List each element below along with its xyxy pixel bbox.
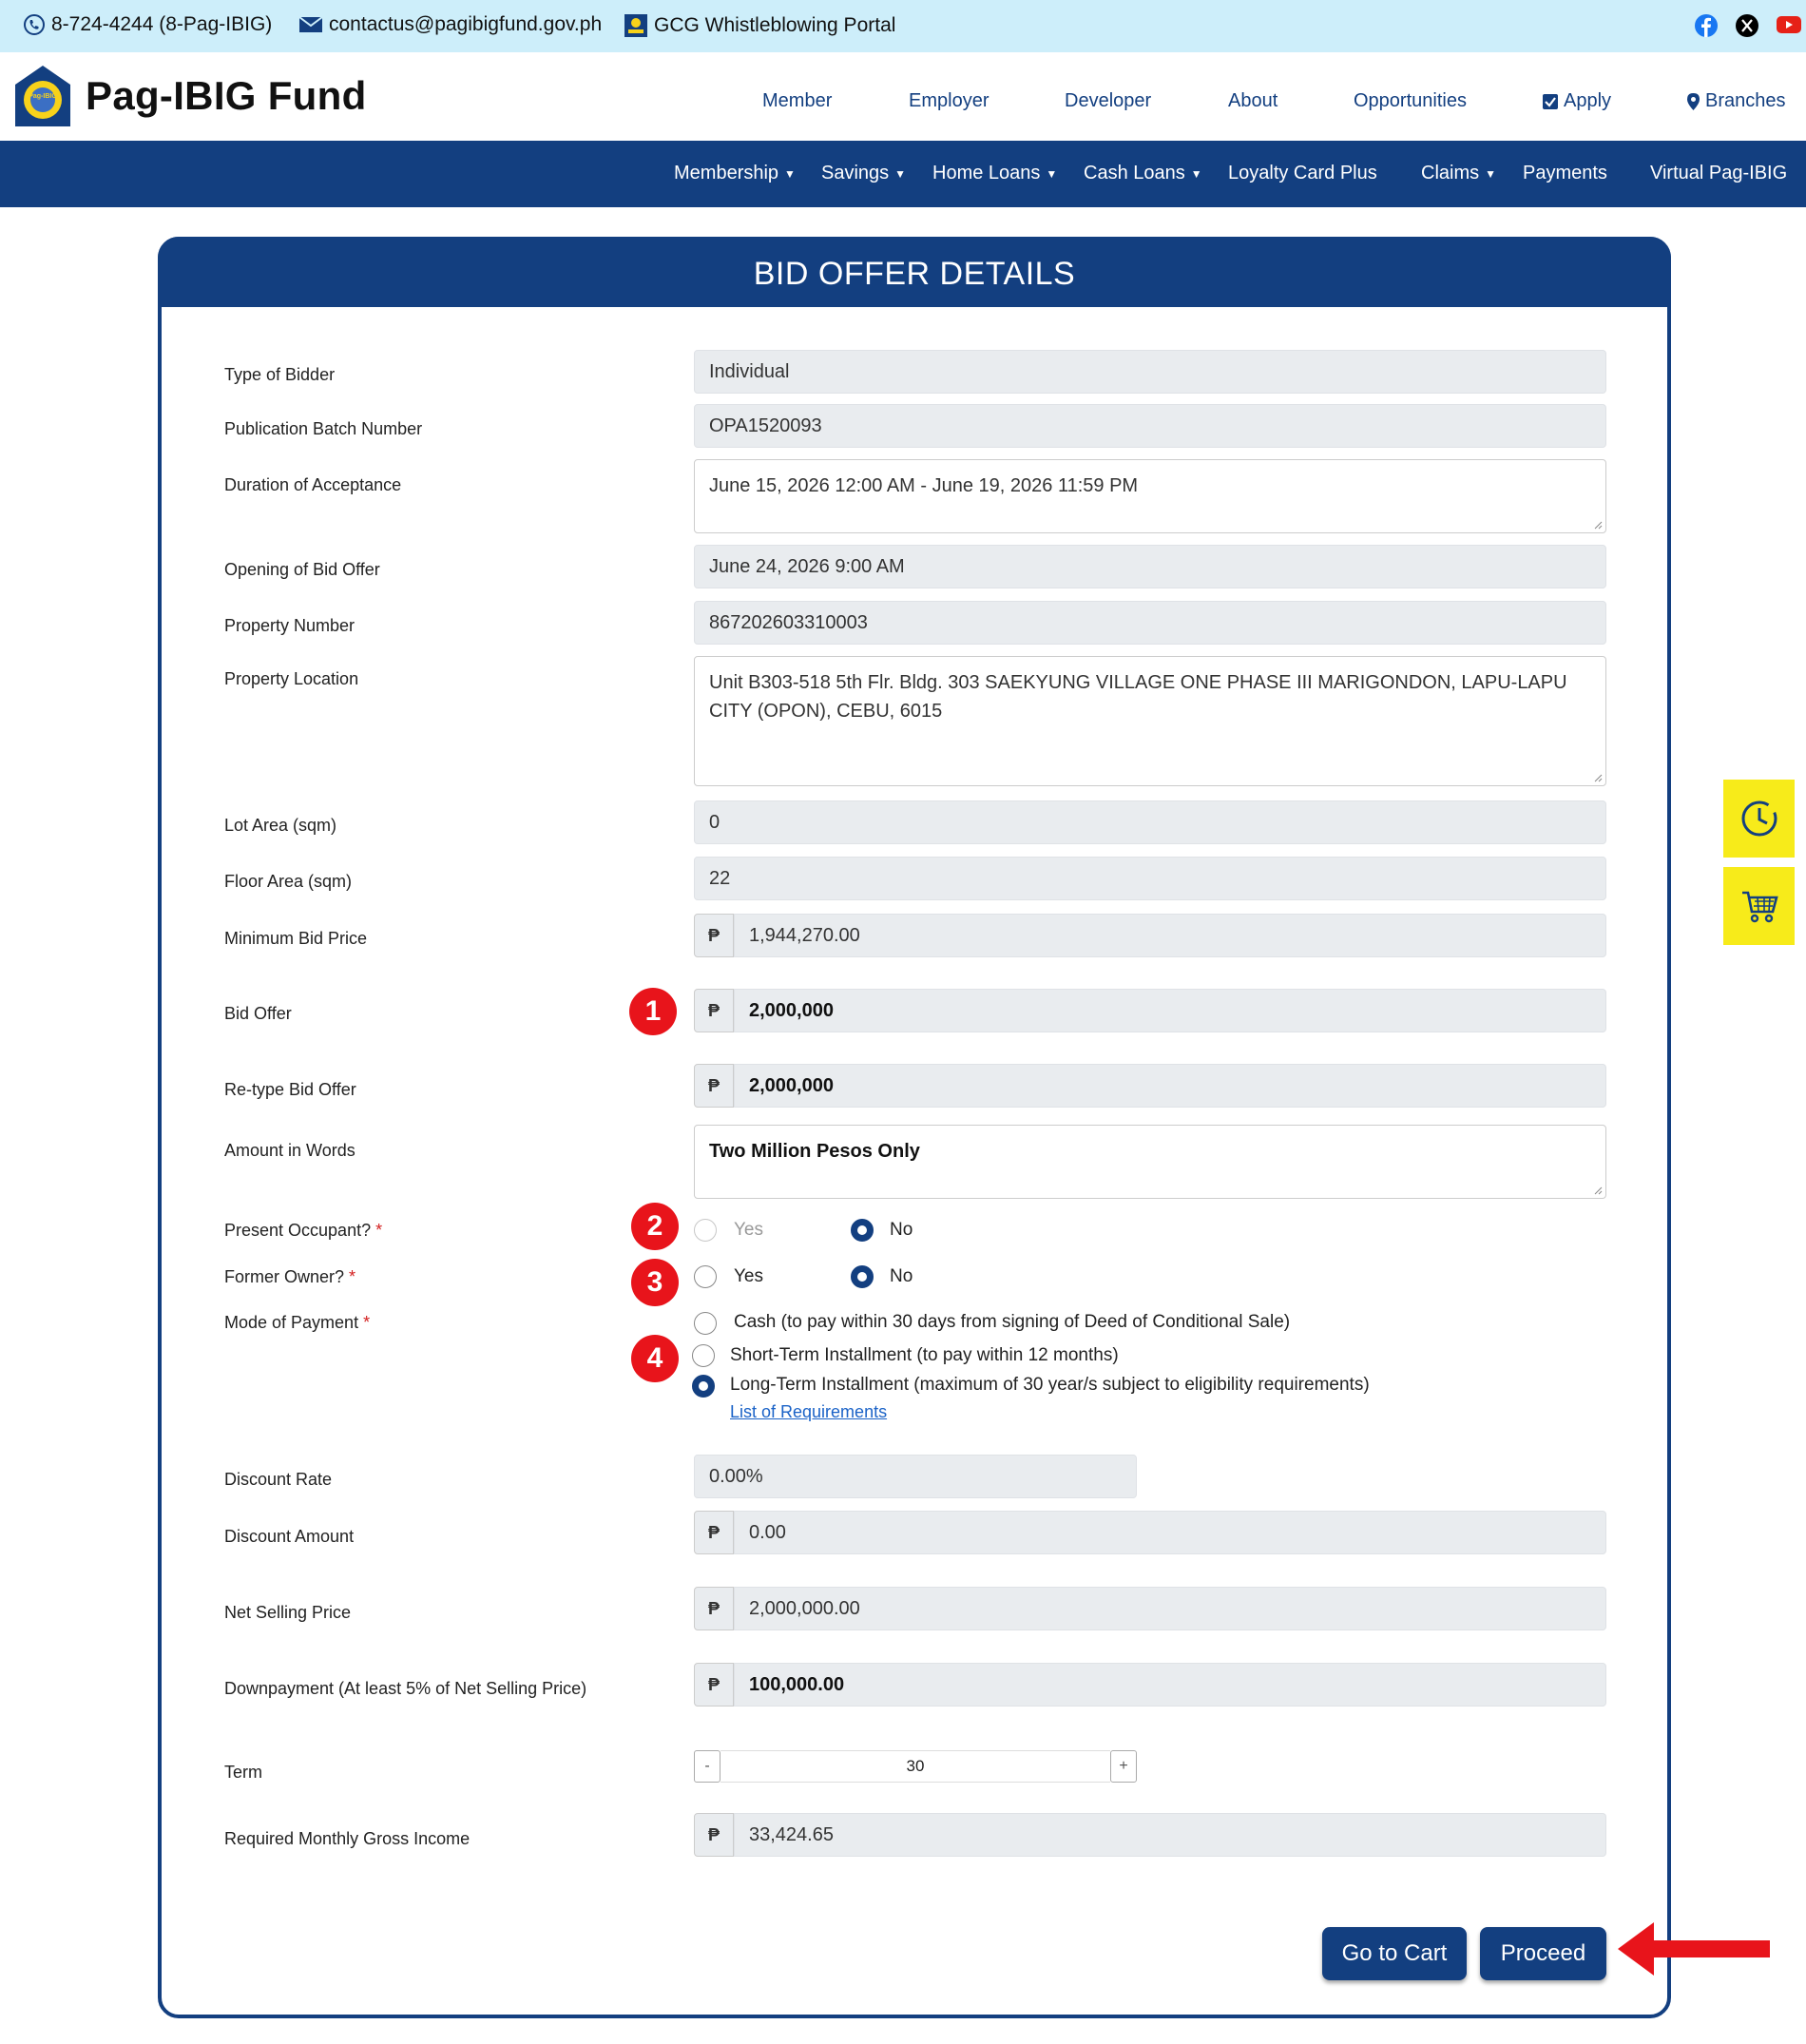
chevron-down-icon: ▼	[784, 166, 796, 181]
gcg-logo-icon	[624, 13, 648, 38]
payment-cash-label: Cash (to pay within 30 days from signing of Deed of Conditional Sale)	[734, 1312, 1291, 1332]
site-logo[interactable]	[13, 64, 367, 128]
subnav-membership-label: Membership	[674, 163, 779, 183]
present-occupant-no-label: No	[890, 1220, 913, 1240]
amount-words-value: Two Million Pesos Only	[709, 1141, 920, 1162]
discount-amount-label: Discount Amount	[224, 1527, 355, 1546]
facebook-icon[interactable]	[1694, 13, 1719, 38]
peso-symbol: ₱	[694, 1511, 734, 1554]
payment-cash-radio[interactable]	[694, 1312, 717, 1335]
phone-icon	[23, 13, 46, 36]
mode-of-payment-label	[224, 1313, 370, 1333]
required-asterisk: *	[349, 1267, 356, 1286]
site-title: Pag-IBIG Fund	[86, 73, 367, 118]
mode-of-payment-text: Mode of Payment	[224, 1313, 359, 1332]
cart-icon	[1739, 885, 1780, 927]
minimum-bid-field: 1,944,270.00	[734, 914, 1606, 957]
whistleblowing-link[interactable]	[624, 13, 895, 38]
subnav-savings-label: Savings	[821, 163, 890, 183]
annotation-badge-3: 3	[631, 1259, 679, 1306]
chevron-down-icon: ▼	[894, 166, 907, 181]
term-increment-button[interactable]: +	[1110, 1750, 1137, 1783]
payment-long-term-label: Long-Term Installment (maximum of 30 year/s subject to eligibility requirements)	[730, 1375, 1370, 1395]
peso-symbol: ₱	[694, 1587, 734, 1630]
nav-developer[interactable]: Developer	[1065, 90, 1152, 111]
subnav-cash-loans[interactable]	[1084, 163, 1202, 184]
subnav-virtual-pagibig[interactable]: Virtual Pag-IBIG	[1650, 163, 1788, 183]
floor-area-field: 22	[694, 857, 1606, 900]
nav-opportunities[interactable]: Opportunities	[1354, 90, 1467, 111]
publication-batch-field: OPA1520093	[694, 404, 1606, 448]
required-asterisk: *	[363, 1313, 371, 1332]
annotation-badge-1: 1	[629, 988, 677, 1035]
subnav-loyalty-card[interactable]: Loyalty Card Plus	[1228, 163, 1377, 183]
property-location-field	[694, 656, 1606, 786]
present-occupant-yes-label: Yes	[734, 1220, 763, 1240]
nav-branches-label: Branches	[1705, 90, 1786, 111]
payment-long-term-radio[interactable]	[692, 1375, 715, 1398]
duration-field	[694, 459, 1606, 533]
nav-employer[interactable]: Employer	[909, 90, 989, 111]
proceed-button[interactable]: Proceed	[1480, 1927, 1606, 1980]
present-occupant-text: Present Occupant?	[224, 1221, 372, 1240]
present-occupant-yes-radio[interactable]	[694, 1219, 717, 1242]
present-occupant-label	[224, 1221, 382, 1241]
checkbox-icon	[1542, 93, 1559, 110]
monthly-income-label: Required Monthly Gross Income	[224, 1829, 471, 1848]
lot-area-field: 0	[694, 800, 1606, 844]
amount-words-field	[694, 1125, 1606, 1199]
phone-contact[interactable]	[23, 13, 272, 36]
property-location-label: Property Location	[224, 669, 359, 688]
subnav-savings[interactable]	[821, 163, 906, 184]
discount-rate-field: 0.00%	[694, 1455, 1137, 1498]
peso-symbol: ₱	[694, 989, 734, 1032]
subnav-home-loans-label: Home Loans	[932, 163, 1041, 183]
nav-about[interactable]: About	[1228, 90, 1278, 111]
amount-words-label: Amount in Words	[224, 1141, 355, 1160]
subnav-home-loans[interactable]	[932, 163, 1057, 184]
discount-rate-label: Discount Rate	[224, 1470, 333, 1489]
nav-member[interactable]: Member	[762, 90, 833, 111]
type-of-bidder-field: Individual	[694, 350, 1606, 394]
discount-amount-field: 0.00	[734, 1511, 1606, 1554]
retype-bid-label: Re-type Bid Offer	[224, 1080, 356, 1099]
list-of-requirements-link[interactable]: List of Requirements	[730, 1402, 888, 1421]
phone-number: 8-724-4244 (8-Pag-IBIG)	[51, 13, 273, 35]
payment-short-term-radio[interactable]	[692, 1344, 715, 1367]
nav-apply[interactable]	[1542, 90, 1611, 112]
bid-offer-card	[158, 237, 1671, 2018]
whistleblowing-label: GCG Whistleblowing Portal	[654, 14, 896, 36]
x-icon[interactable]	[1735, 13, 1759, 38]
duration-label: Duration of Acceptance	[224, 475, 402, 494]
type-of-bidder-label: Type of Bidder	[224, 365, 336, 384]
recent-history-button[interactable]	[1723, 780, 1795, 858]
pag-ibig-logo-icon	[13, 64, 72, 128]
peso-symbol: ₱	[694, 914, 734, 957]
youtube-icon[interactable]	[1776, 13, 1802, 36]
contact-bar	[0, 0, 1806, 52]
bid-offer-input[interactable]: 2,000,000	[734, 989, 1606, 1032]
chevron-down-icon: ▼	[1046, 166, 1058, 181]
resize-grip-icon	[1593, 773, 1603, 782]
peso-symbol: ₱	[694, 1663, 734, 1707]
peso-symbol: ₱	[694, 1813, 734, 1857]
subnav-claims-label: Claims	[1421, 163, 1480, 183]
downpayment-label: Downpayment (At least 5% of Net Selling Price)	[224, 1679, 587, 1698]
net-selling-price-label: Net Selling Price	[224, 1603, 352, 1622]
opening-label: Opening of Bid Offer	[224, 560, 380, 579]
resize-grip-icon	[1593, 1186, 1603, 1195]
present-occupant-no-radio[interactable]	[851, 1219, 874, 1242]
envelope-icon	[298, 15, 323, 34]
former-owner-no-label: No	[890, 1266, 913, 1286]
monthly-income-field: 33,424.65	[734, 1813, 1606, 1857]
go-to-cart-button[interactable]: Go to Cart	[1322, 1927, 1467, 1980]
lot-area-label: Lot Area (sqm)	[224, 816, 337, 835]
opening-field: June 24, 2026 9:00 AM	[694, 545, 1606, 588]
resize-grip-icon	[1593, 520, 1603, 530]
site-header	[0, 52, 1806, 141]
retype-bid-input[interactable]: 2,000,000	[734, 1064, 1606, 1108]
minimum-bid-label: Minimum Bid Price	[224, 929, 368, 948]
floor-area-label: Floor Area (sqm)	[224, 872, 353, 891]
email-address: contactus@pagibigfund.gov.ph	[329, 13, 603, 35]
cart-float-button[interactable]	[1723, 867, 1795, 945]
subnav-cash-loans-label: Cash Loans	[1084, 163, 1185, 183]
former-owner-text: Former Owner?	[224, 1267, 345, 1286]
property-location-value: Unit B303-518 5th Flr. Bldg. 303 SAEKYUNG VILLAGE ONE PHASE III MARIGONDON, LAPU-LAPU CITY (OPON), CEBU, 6015	[709, 672, 1567, 722]
email-contact[interactable]	[298, 13, 602, 36]
sub-nav	[0, 141, 1806, 207]
downpayment-input[interactable]: 100,000.00	[734, 1663, 1606, 1707]
payment-short-term-label: Short-Term Installment (to pay within 12 months)	[730, 1345, 1119, 1365]
former-owner-no-radio[interactable]	[851, 1265, 874, 1288]
property-number-field: 867202603310003	[694, 601, 1606, 645]
duration-value: June 15, 2026 12:00 AM - June 19, 2026 11:59 PM	[709, 475, 1139, 496]
social-links	[1694, 13, 1802, 38]
required-asterisk: *	[375, 1221, 383, 1240]
former-owner-yes-radio[interactable]	[694, 1265, 717, 1288]
former-owner-label	[224, 1267, 355, 1287]
property-number-label: Property Number	[224, 616, 355, 635]
term-label: Term	[224, 1763, 262, 1782]
chevron-down-icon: ▼	[1190, 166, 1202, 181]
former-owner-yes-label: Yes	[734, 1266, 763, 1286]
term-input[interactable]: 30	[720, 1750, 1110, 1783]
chevron-down-icon: ▼	[1485, 166, 1497, 181]
annotation-badge-4: 4	[631, 1335, 679, 1382]
subnav-membership[interactable]	[674, 163, 796, 184]
subnav-payments[interactable]: Payments	[1523, 163, 1607, 183]
annotation-badge-2: 2	[631, 1203, 679, 1250]
nav-apply-label: Apply	[1564, 90, 1612, 111]
term-decrement-button[interactable]: -	[694, 1750, 720, 1783]
bid-offer-label: Bid Offer	[224, 1004, 292, 1023]
peso-symbol: ₱	[694, 1064, 734, 1108]
location-pin-icon	[1686, 92, 1700, 111]
net-selling-price-field: 2,000,000.00	[734, 1587, 1606, 1630]
card-title: BID OFFER DETAILS	[158, 237, 1671, 307]
publication-batch-label: Publication Batch Number	[224, 419, 423, 438]
annotation-arrow-icon	[1616, 1920, 1773, 1977]
clock-icon	[1739, 798, 1780, 839]
svg-text:Pag-IBIG: Pag-IBIG	[29, 93, 57, 100]
nav-branches[interactable]	[1686, 90, 1786, 112]
subnav-claims[interactable]	[1421, 163, 1496, 184]
